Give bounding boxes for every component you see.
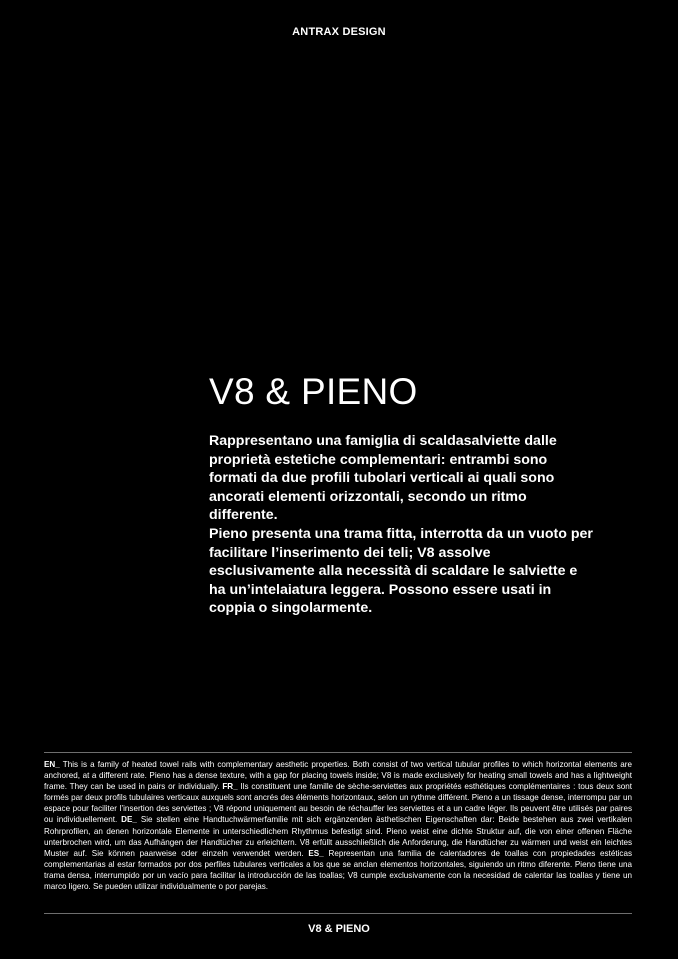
divider: [44, 752, 632, 753]
translation-text-fr: Ils constituent une famille de sèche-serviettes aux propriétés esthétiques complémentaires : tous deux sont formés par deux profils tubulaires verticaux auxquels sont ancrés des éléments horizontaux, selon un rythme différent. Pieno a un tissage dense, interrompu par un espace pour faciliter l’insertion des serviettes ; V8 répond uniquement au besoin de réchauffer les serviettes et a un cadre léger. Ils peuvent être utilisés par paires ou individuellement.: [44, 782, 633, 825]
lang-code-es: ES_: [308, 848, 324, 858]
translation-text-es: Representan una familia de calentadores de toallas con propiedades estéticas complementarias al estar formados por dos perfiles tubulares verticales a los que se anclan elementos horizontales, siguiendo un ritmo diferente. Pieno tiene una trama densa, interrumpido por un vacío para facilitar la introducción de las toallas; V8 cumple exclusivamente con la necesidad de calentar las toallas y tiene un marco ligero. Se pueden utilizar individualmente o por parejas.: [44, 848, 632, 892]
divider: [44, 913, 632, 914]
translation-text-en: This is a family of heated towel rails with complementary aesthetic properties. Both consist of two vertical tubular profiles to which horizontal elements are anchored, at a different rate. Pieno has a dense texture, with a gap for placing towels inside; V8 is made exclusively for heating small towels and has a lightweight frame. They can be used in pairs or individually.: [44, 760, 633, 792]
lang-code-de: DE_: [121, 815, 137, 825]
footer-label: V8 & PIENO: [308, 923, 370, 935]
brand-name: ANTRAX DESIGN: [292, 26, 386, 38]
translations-block: [44, 759, 632, 892]
lang-code-fr: FR_: [222, 782, 238, 792]
intro-text: [209, 432, 594, 618]
translation-text-de: Sie stellen eine Handtuchwärmerfamilie mit sich ergänzenden ästhetischen Eigenschaften dar: Beide bestehen aus zwei vertikalen Rohrprofilen, an denen horizontale Elemente in unterschiedlichem Rhythmus befestigt sind. Pieno weist eine dichte Struktur auf, die von einer offenen Fläche unterbrochen wird, um das Aufhängen der Handtücher zu erleichtern. V8 erfüllt ausschließlich die Anforderung, die Handtücher zu wärmen und weist ein leichtes Muster auf. Sie können paarweise oder einzeln verwendet werden.: [44, 815, 633, 858]
lang-code-en: EN_: [44, 760, 60, 769]
intro-paragraph: Rappresentano una famiglia di scaldasalviette dalle proprietà estetiche complementari: entrambi sono formati da due profili tubolari verticali ai quali sono ancorati elementi orizzontali, secondo un ritmo differente.: [209, 433, 557, 524]
page-title: V8 & PIENO: [209, 371, 418, 412]
intro-paragraph: Pieno presenta una trama fitta, interrotta da un vuoto per facilitare l’inserimento dei teli; V8 assolve esclusivamente alla necessità di scaldare le salviette e ha un’intelaiatura leggera. Possono essere usati in coppia o singolarmente.: [209, 525, 593, 617]
